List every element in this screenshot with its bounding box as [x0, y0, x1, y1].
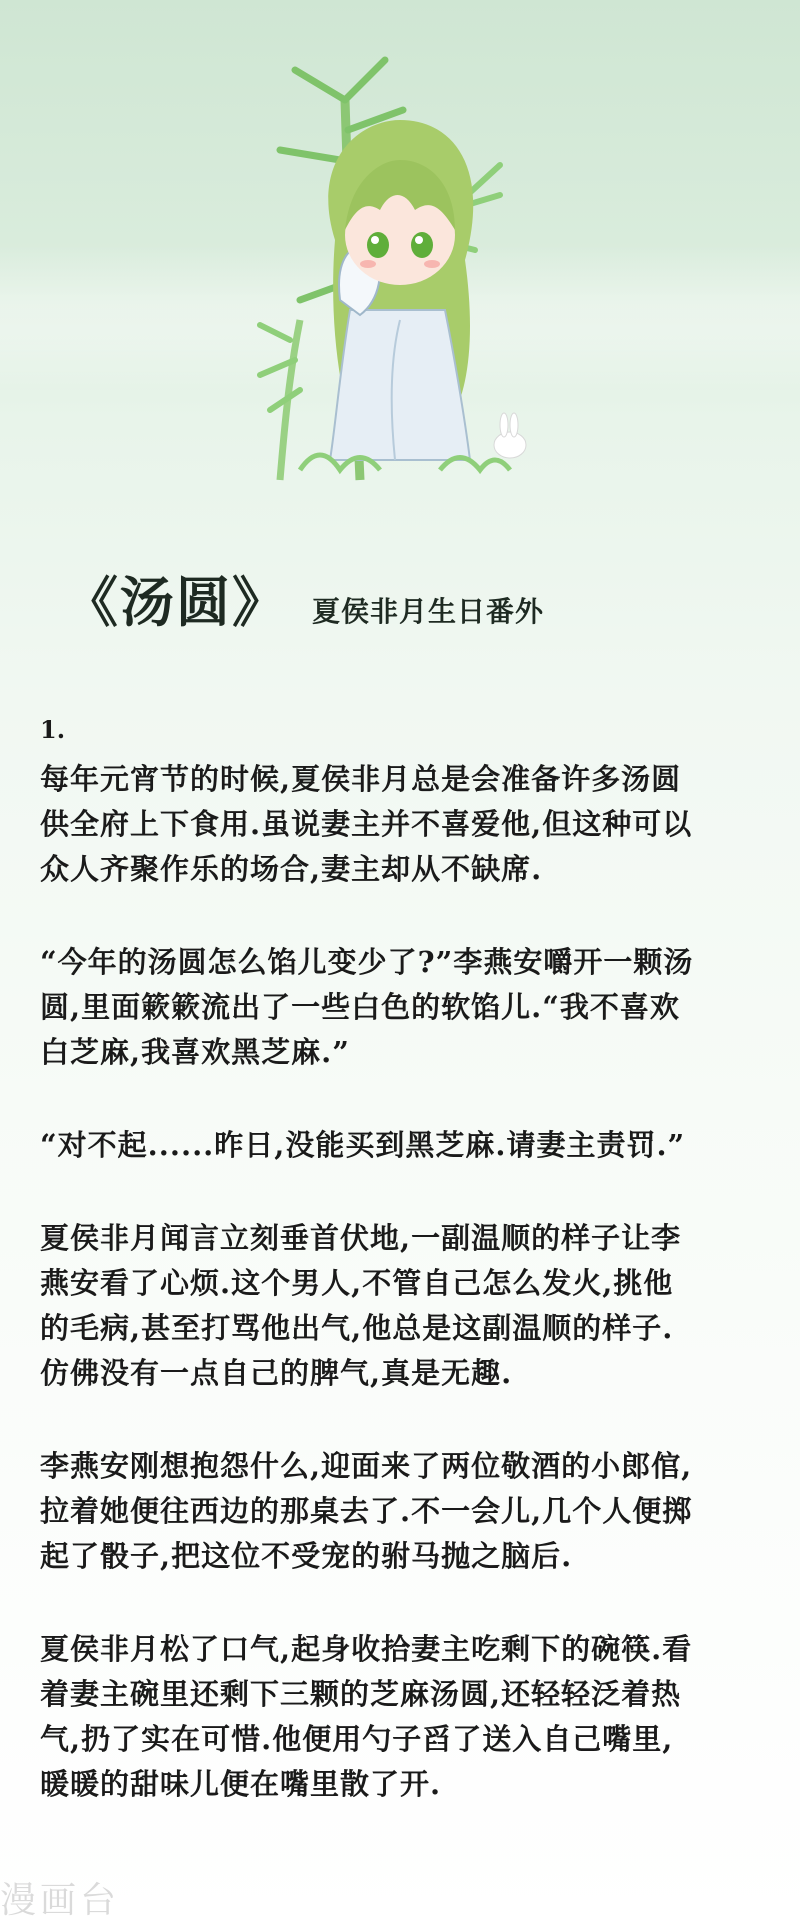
text-line: 气,扔了实在可惜.他便用勺子舀了送入自己嘴里, [40, 1722, 674, 1756]
text-line: 着妻主碗里还剩下三颗的芝麻汤圆,还轻轻泛着热 [40, 1677, 682, 1711]
chibi-character-with-bamboo-icon [240, 40, 560, 500]
paragraph-1 [40, 757, 770, 892]
paragraph-5 [40, 1444, 770, 1579]
paragraph-4 [40, 1216, 770, 1396]
text-line: 仿佛没有一点自己的脾气,真是无趣. [40, 1356, 513, 1390]
text-line: 拉着她便往西边的那桌去了.不一会儿,几个人便掷 [40, 1494, 693, 1528]
text-line: 白芝麻,我喜欢黑芝麻.” [40, 1035, 350, 1069]
text-line: 夏侯非月闻言立刻垂首伏地,一副温顺的样子让李 [40, 1221, 682, 1255]
text-line: 暖暖的甜味儿便在嘴里散了开. [40, 1767, 442, 1801]
paragraph-3 [40, 1123, 770, 1168]
text-line: 每年元宵节的时候,夏侯非月总是会准备许多汤圆 [40, 762, 682, 796]
text-line: 李燕安刚想抱怨什么,迎面来了两位敬酒的小郎倌, [40, 1449, 693, 1483]
paragraph-6 [40, 1627, 770, 1807]
text-line: 的毛病,甚至打骂他出气,他总是这副温顺的样子. [40, 1311, 674, 1345]
text-line: 众人齐聚作乐的场合,妻主却从不缺席. [40, 852, 543, 886]
text-line: 夏侯非月松了口气,起身收拾妻主吃剩下的碗筷.看 [40, 1632, 693, 1666]
text-line: 起了骰子,把这位不受宠的驸马抛之脑后. [40, 1539, 573, 1573]
rabbit-icon [494, 413, 526, 458]
title-row [64, 560, 544, 637]
watermark: 漫画台 [0, 1880, 121, 1921]
text-line: 燕安看了心烦.这个男人,不管自己怎么发火,挑他 [40, 1266, 674, 1300]
story-subtitle: 夏侯非月生日番外 [312, 595, 545, 628]
text-line: “对不起......昨日,没能买到黑芝麻.请妻主责罚.” [40, 1128, 686, 1162]
paragraph-2 [40, 940, 770, 1075]
chapter-number: 1. [40, 715, 66, 744]
text-line: 圆,里面簌簌流出了一些白色的软馅儿.“我不喜欢 [40, 990, 680, 1024]
text-line: “今年的汤圆怎么馅儿变少了?”李燕安嚼开一颗汤 [40, 945, 694, 979]
text-line: 供全府上下食用.虽说妻主并不喜爱他,但这种可以 [40, 807, 693, 841]
story-title: 《汤圆》 [64, 570, 288, 634]
story-body [40, 715, 770, 1855]
